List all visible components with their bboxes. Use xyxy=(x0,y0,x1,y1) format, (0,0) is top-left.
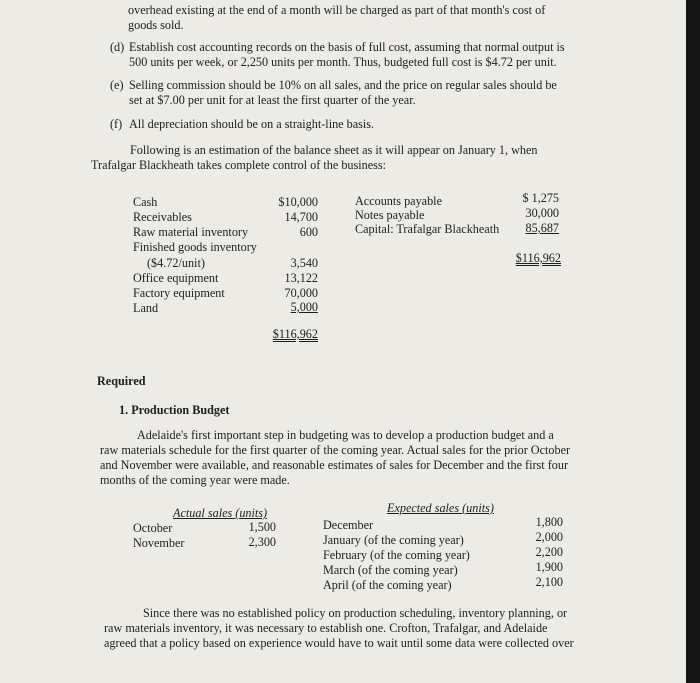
sales-units: 2,200 xyxy=(535,545,563,559)
asset-label: Finished goods inventory xyxy=(133,240,257,254)
sales-units: 1,800 xyxy=(535,515,563,529)
budget-line-2: raw materials schedule for the first quarter of the coming year. Actual sales for the prior October xyxy=(100,443,571,457)
item-d xyxy=(129,40,599,70)
item-label-d: (d) xyxy=(110,40,125,54)
intro-paragraph xyxy=(128,3,598,33)
item-label-e: (e) xyxy=(110,78,124,92)
sales-units: 2,100 xyxy=(535,575,563,589)
asset-label: ($4.72/unit) xyxy=(147,256,205,270)
liability-label: Accounts payable xyxy=(355,194,442,208)
sales-units: 1,500 xyxy=(248,520,276,534)
asset-label: Factory equipment xyxy=(133,286,225,300)
asset-label: Land xyxy=(133,301,159,315)
expected-sales-heading: Expected sales (units) xyxy=(387,501,494,515)
text-line: overhead existing at the end of a month will be charged as part of that month's cost of xyxy=(128,3,546,17)
asset-value: $10,000 xyxy=(278,195,318,209)
liability-label: Notes payable xyxy=(355,208,425,222)
asset-label: Receivables xyxy=(133,210,192,224)
asset-label: Cash xyxy=(133,195,158,209)
item-label-f: (f) xyxy=(110,117,123,131)
section-heading: 1. Production Budget xyxy=(119,403,230,417)
text-line: 500 units per week, or 2,250 units per month. Thus, budgeted full cost is $4.72 per unit. xyxy=(129,55,557,69)
sales-units: 1,900 xyxy=(535,560,563,574)
text-line: goods sold. xyxy=(128,18,184,32)
page-edge-shadow xyxy=(686,0,700,683)
asset-value: 70,000 xyxy=(284,286,318,300)
closing-line-3: agreed that a policy based on experience would have to wait until some data were collected over xyxy=(104,636,574,650)
item-e xyxy=(129,78,599,108)
asset-label: Office equipment xyxy=(133,271,219,285)
sales-month: February (of the coming year) xyxy=(323,548,470,562)
budget-line-1: Adelaide's first important step in budgeting was to develop a production budget and a xyxy=(137,428,554,442)
asset-value: 5,000 xyxy=(290,300,318,314)
budget-line-3: and November were available, and reasonable estimates of sales for December and the first four xyxy=(100,458,569,472)
asset-value: 14,700 xyxy=(284,210,318,224)
liability-label: Capital: Trafalgar Blackheath xyxy=(355,222,500,236)
sales-month: November xyxy=(133,536,185,550)
balance-intro-line-1: Following is an estimation of the balance sheet as it will appear on January 1, when xyxy=(130,143,538,157)
sales-month: October xyxy=(133,521,173,535)
liability-value: 85,687 xyxy=(525,221,559,235)
required-heading: Required xyxy=(97,374,146,388)
item-f: All depreciation should be on a straight-line basis. xyxy=(129,117,375,131)
asset-value: 3,540 xyxy=(290,256,318,270)
sales-units: 2,300 xyxy=(248,535,276,549)
budget-line-4: months of the coming year were made. xyxy=(100,473,290,487)
assets-total: $116,962 xyxy=(272,327,318,341)
asset-value: 600 xyxy=(299,225,318,239)
actual-sales-heading: Actual sales (units) xyxy=(173,506,268,520)
sales-month: December xyxy=(323,518,374,532)
closing-line-1: Since there was no established policy on production scheduling, inventory planning, or xyxy=(143,606,568,620)
text-line: Selling commission should be 10% on all sales, and the price on regular sales should be xyxy=(129,78,557,92)
liability-value: $ 1,275 xyxy=(522,191,559,205)
asset-label: Raw material inventory xyxy=(133,225,249,239)
asset-value: 13,122 xyxy=(284,271,318,285)
liabilities-total: $116,962 xyxy=(515,251,561,265)
sales-month: January (of the coming year) xyxy=(323,533,464,547)
liability-value: 30,000 xyxy=(525,206,559,220)
text-line: Establish cost accounting records on the basis of full cost, assuming that normal output is xyxy=(129,40,565,54)
sales-units: 2,000 xyxy=(535,530,563,544)
closing-line-2: raw materials inventory, it was necessary to establish one. Crofton, Trafalgar, and Adelaide xyxy=(104,621,548,635)
text-line: set at $7.00 per unit for at least the first quarter of the year. xyxy=(129,93,416,107)
sales-month: March (of the coming year) xyxy=(323,563,458,577)
sales-month: April (of the coming year) xyxy=(323,578,452,592)
balance-intro-line-2: Trafalgar Blackheath takes complete control of the business: xyxy=(91,158,387,172)
